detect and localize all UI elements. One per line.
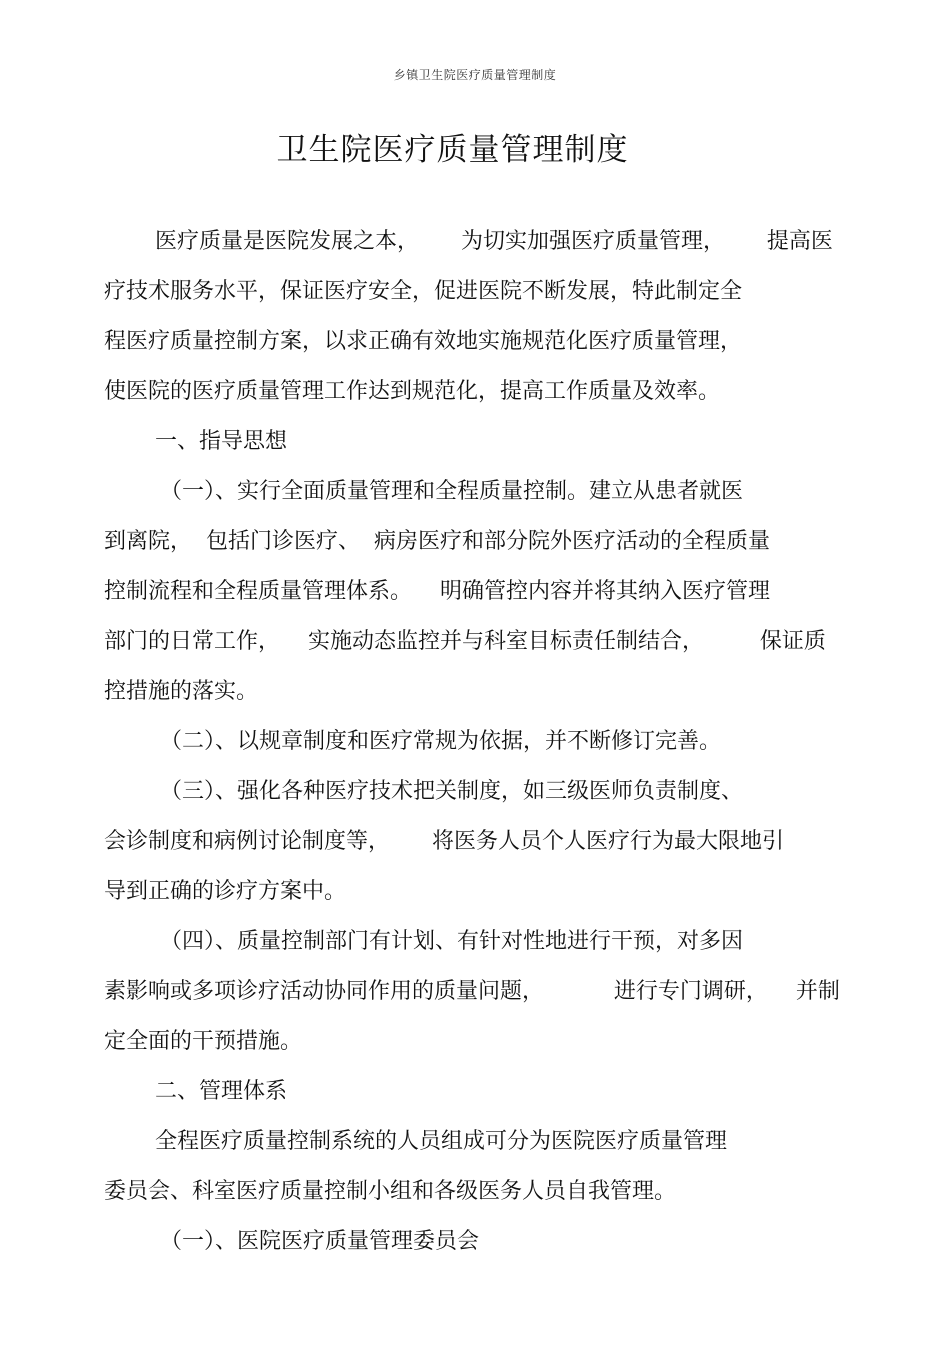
paragraph-line: 导到正确的诊疗方案中。 xyxy=(104,879,347,904)
paragraph-line: （四）、质量控制部门有计划、有针对性地进行干预，对多因 xyxy=(160,929,744,954)
paragraph-line: 程医疗质量控制方案，以求正确有效地实施规范化医疗质量管理， xyxy=(104,329,743,354)
paragraph-line: （一）、实行全面质量管理和全程质量控制。建立从患者就医 xyxy=(160,479,744,504)
paragraph-line: 定全面的干预措施。 xyxy=(104,1029,303,1054)
paragraph-line: （二）、以规章制度和医疗常规为依据，并不断修订完善。 xyxy=(160,729,722,754)
paragraph-line: 医疗质量是医院发展之本， 为切实加强医疗质量管理， 提高医 xyxy=(155,229,833,254)
running-header: 乡镇卫生院医疗质量管理制度 xyxy=(393,68,557,82)
paragraph-line: 素影响或多项诊疗活动协同作用的质量问题， 进行专门调研， 并制 xyxy=(104,979,840,1004)
paragraph-line: （三）、强化各种医疗技术把关制度，如三级医师负责制度、 xyxy=(160,779,744,804)
paragraph-line: 会诊制度和病例讨论制度等， 将医务人员个人医疗行为最大限地引 xyxy=(104,829,784,854)
paragraph-line: 全程医疗质量控制系统的人员组成可分为医院医疗质量管理 xyxy=(155,1129,728,1154)
paragraph-line: 委员会、科室医疗质量控制小组和各级医务人员自我管理。 xyxy=(104,1179,677,1204)
paragraph-line: 疗技术服务水平，保证医疗安全，促进医院不断发展，特此制定全 xyxy=(104,279,743,304)
section-heading: 一、指导思想 xyxy=(155,429,288,454)
paragraph-line: 部门的日常工作， 实施动态监控并与科室目标责任制结合， 保证质 xyxy=(104,629,826,654)
paragraph-line: 使医院的医疗质量管理工作达到规范化，提高工作质量及效率。 xyxy=(104,379,721,404)
document-title: 卫生院医疗质量管理制度 xyxy=(276,132,629,168)
paragraph-line: 控措施的落实。 xyxy=(104,679,259,704)
paragraph-line: 到离院， 包括门诊医疗、 病房医疗和部分院外医疗活动的全程质量 xyxy=(104,529,770,554)
section-heading: 二、管理体系 xyxy=(155,1079,288,1104)
paragraph-line: 控制流程和全程质量管理体系。 明确管控内容并将其纳入医疗管理 xyxy=(104,579,770,604)
subsection-heading: （一）、医院医疗质量管理委员会 xyxy=(160,1229,480,1254)
